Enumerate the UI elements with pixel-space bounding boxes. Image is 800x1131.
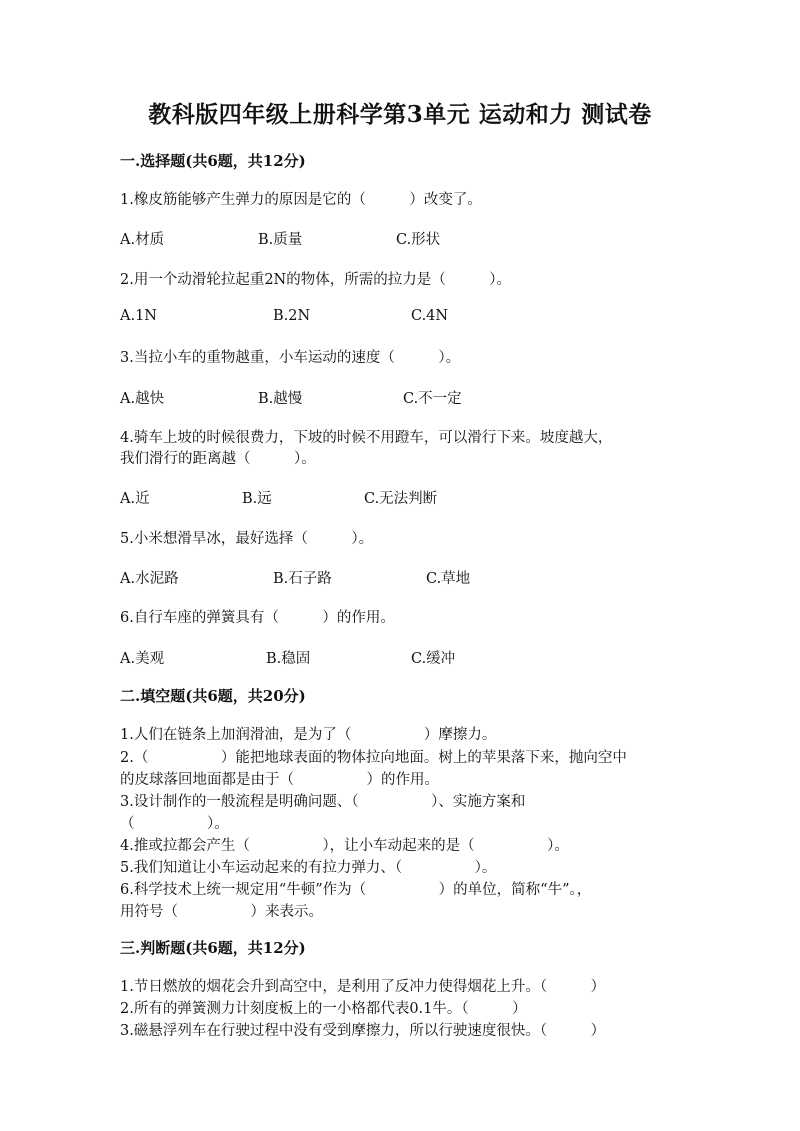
question-stem-line: 我们滑行的距离越（ ）。: [120, 451, 316, 467]
fill-line: 用符号（ ）来表示。: [120, 904, 323, 920]
option-b: B.质量: [258, 232, 303, 248]
option-a: A.近: [120, 491, 150, 507]
fill-line: 4.推或拉都会产生（ ），让小车动起来的是（ ）。: [120, 838, 569, 854]
option-a: A.材质: [120, 232, 165, 248]
page-title: 教科版四年级上册科学第3单元 运动和力 测试卷: [148, 101, 652, 128]
option-b: B.石子路: [273, 571, 332, 587]
section-heading-choice: 一.选择题(共6题，共12分): [120, 152, 306, 170]
fill-line: 2.（ ）能把地球表面的物体拉向地面。树上的苹果落下来，抛向空中: [120, 750, 627, 766]
fill-line: 1.人们在链条上加润滑油，是为了（ ）摩擦力。: [120, 727, 497, 743]
question-stem: 1.橡皮筋能够产生弹力的原因是它的（ ）改变了。: [120, 192, 482, 208]
fill-line: 的皮球落回地面都是由于（ ）的作用。: [120, 772, 439, 788]
fill-line: 6.科学技术上统一规定用“牛顿”作为（ ）的单位，简称“牛”。，: [120, 882, 592, 898]
judge-line: 3.磁悬浮列车在行驶过程中没有受到摩擦力，所以行驶速度很快。（ ）: [120, 1023, 606, 1039]
option-a: A.水泥路: [120, 571, 179, 587]
option-c: C.4N: [411, 308, 449, 324]
option-b: B.越慢: [258, 391, 303, 407]
option-c: C.形状: [396, 232, 441, 248]
judge-line: 1.节日燃放的烟花会升到高空中，是利用了反冲力使得烟花上升。（ ）: [120, 979, 606, 995]
fill-line: 5.我们知道让小车运动起来的有拉力弹力、（ ）。: [120, 860, 497, 876]
section-heading-fill: 二.填空题(共6题，共20分): [120, 687, 306, 705]
option-c: C.无法判断: [364, 491, 438, 507]
option-b: B.2N: [273, 308, 311, 324]
option-a: A.美观: [120, 651, 165, 667]
judge-line: 2.所有的弹簧测力计刻度板上的一小格都代表0.1牛。（ ）: [120, 1001, 527, 1017]
fill-line: （ ）。: [120, 816, 229, 832]
question-stem: 3.当拉小车的重物越重，小车运动的速度（ ）。: [120, 350, 461, 366]
section-heading-judge: 三.判断题(共6题，共12分): [120, 939, 306, 957]
question-stem-line: 4.骑车上坡的时候很费力，下坡的时候不用蹬车，可以滑行下来。坡度越大，: [120, 430, 613, 446]
fill-line: 3.设计制作的一般流程是明确问题、（ ）、实施方案和: [120, 794, 526, 810]
question-stem: 6.自行车座的弹簧具有（ ）的作用。: [120, 610, 395, 626]
option-c: C.缓冲: [411, 651, 456, 667]
option-a: A.1N: [120, 308, 157, 324]
option-b: B.稳固: [266, 651, 311, 667]
option-c: C.不一定: [403, 391, 462, 407]
question-stem: 2.用一个动滑轮拉起重2N的物体，所需的拉力是（ ）。: [120, 272, 511, 288]
option-a: A.越快: [120, 391, 165, 407]
question-stem: 5.小米想滑旱冰，最好选择（ ）。: [120, 531, 374, 547]
option-b: B.远: [242, 491, 272, 507]
option-c: C.草地: [426, 571, 471, 587]
